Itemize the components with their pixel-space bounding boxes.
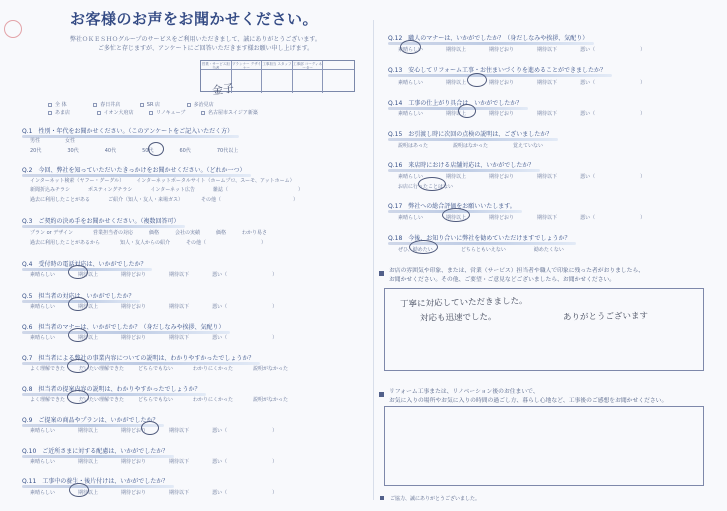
checkbox[interactable]: [149, 111, 153, 115]
q2-options-row-1: インターネット検索（ヤフー・グーグル） インターネットポータルサイト（ホームプロ、スーモ、アットホーム）: [30, 178, 295, 184]
thanks-note: ご協力、誠にありがとうございました。: [390, 496, 481, 502]
q4-rating: 素晴らしい 期待以上 期待どおり 期待以下 悪い（ ）: [30, 272, 278, 278]
question-q11: Q.11 工事中の養生・後片付けは、いかがでしたか？: [22, 478, 169, 485]
question-q10: Q.10 ご近所さまに対する配慮は、いかがでしたか？: [22, 448, 169, 455]
staff-header-2: プランナー デザイナー: [231, 62, 261, 70]
question-q16: Q.16 来店時における店舗対応は、いかがでしたか？: [388, 162, 535, 169]
checkbox[interactable]: [201, 111, 205, 115]
question-q6: Q.6 担当者のマナーは、いかがでしたか？（身だしなみや挨拶、気配り）: [22, 324, 225, 331]
staff-header-3: 工事担当 スタッフ: [262, 61, 293, 70]
selection-circle: [148, 142, 164, 156]
section-marker-icon: [379, 271, 384, 276]
comment-box-2-label-line-1: リフォーム工事または、リノベーション後のお住まいで、: [389, 389, 539, 395]
q12-rating: 素晴らしい 期待以上 期待どおり 期待以下 悪い（ ）: [398, 47, 646, 53]
question-q12: Q.12 職人のマナーは、いかがでしたか？（身だしなみや挨拶、気配り）: [388, 35, 589, 42]
intro-line-2: ご多忙と存じますが、アンケートにご回答いただきます様お願い申し上げます。: [98, 45, 314, 52]
question-q17: Q.17 弊社への総合評価をお願いいたします。: [388, 203, 516, 210]
selection-circle: [68, 265, 88, 279]
q15-options: 説明はあった 説明はなかった 覚えていない: [398, 143, 543, 149]
seal-mark: [4, 20, 22, 38]
checkbox[interactable]: [48, 111, 52, 115]
selection-circle: [442, 208, 470, 222]
q2-options-row-2: 新聞折込みチラシ ポスティングチラシ インターネット広告 雑誌（ ）: [30, 187, 304, 193]
q17-rating: 素晴らしい 期待以上 期待どおり 期待以下 悪い（ ）: [398, 215, 646, 221]
gender-options: 男性 女性: [30, 138, 76, 144]
question-q4: Q.4 受付時の電話対応は、いかがでしたか？: [22, 261, 147, 268]
handwriting-line-2: 対応も迅速でした。: [419, 312, 497, 324]
q18-options: ぜひ、勧めたい どちらともいえない 勧めたくない: [398, 247, 564, 253]
q16-never-visited: お店に行ったことはない: [398, 184, 454, 190]
q7-options: よく理解できた だいたい理解できた どちらでもない わかりにくかった 説明がなかった: [30, 366, 289, 372]
comment-box-2[interactable]: [384, 406, 704, 486]
selection-circle: [458, 104, 476, 118]
handwriting-line-1: 丁寧に対応していただきました。: [399, 296, 528, 310]
q5-rating: 素晴らしい 期待以上 期待どおり 期待以下 悪い（ ）: [30, 304, 278, 310]
page-title: お客様のお声をお聞かせください。: [70, 10, 319, 28]
q8-options: よく理解できた だいたい理解できた どちらでもない わかりにくかった 説明がなかった: [30, 397, 289, 403]
q10-rating: 素晴らしい 期待以上 期待どおり 期待以下 悪い（ ）: [30, 459, 278, 465]
q2-options-row-3: 過去に利用したことがある ご紹介（知人・友人・来場ガス） その他（ ）: [30, 197, 299, 203]
staff-header-4: 工事部 コーディネーター: [293, 62, 323, 70]
q13-rating: 素晴らしい 期待以上 期待どおり 期待以下 悪い（ ）: [398, 80, 646, 86]
selection-circle: [141, 421, 159, 435]
selection-circle: [68, 297, 88, 311]
staff-empty-cell: [323, 70, 354, 93]
q3-options-row-1: プラン or デザイン 営業担当者の対応 価格 会社の実績 価格 わかり易さ: [30, 230, 268, 236]
column-divider: [373, 20, 374, 500]
q11-rating: 素晴らしい 期待以上 期待どおり 期待以下 悪い（ ）: [30, 490, 278, 496]
checkbox[interactable]: [93, 103, 97, 107]
question-q7: Q.7 担当者による弊社の事業内容についての説明は、わかりやすかったでしょうか？: [22, 355, 255, 362]
question-q8: Q.8 担当者の提案内容の説明は、わかりやすかったでしょうか？: [22, 386, 201, 393]
question-q9: Q.9 ご提案の商品やプランは、いかがでしたか？: [22, 417, 159, 424]
staff-empty-cell: [293, 70, 324, 93]
selection-circle: [69, 483, 89, 497]
question-q2: Q.2 今回、弊社を知っていただいたきっかけをお聞かせください。（どれか一つ）: [22, 167, 246, 174]
question-q13: Q.13 安心してリフォーム工事・お住まいづくりを進めることができましたか？: [388, 67, 606, 74]
q14-rating: 素晴らしい 期待以上 期待どおり 期待以下 悪い（ ）: [398, 111, 646, 117]
question-q5: Q.5 担当者の対応は、いかがでしたか？: [22, 293, 135, 300]
staff-header-5: [323, 61, 354, 70]
q9-rating: 素晴らしい 期待以上 期待どおり 期待以下 悪い（ ）: [30, 428, 278, 434]
question-q14: Q.14 工事の仕上がり具合は、いかがでしたか？: [388, 100, 523, 107]
age-options: 20代 30代 40代 50代 60代 70代以上: [30, 148, 239, 154]
q3-options-row-2: 過去に利用したことがあるから 知人・友人からの紹介 その他（ ）: [30, 240, 267, 246]
selection-circle: [67, 359, 89, 373]
selection-circle: [67, 390, 89, 404]
checkbox[interactable]: [187, 103, 191, 107]
selection-circle: [418, 177, 446, 191]
intro-line-1: 弊社ＯＫＥＳＨＯグループのサービスをご利用いただきまして、誠にありがとうございます。: [70, 36, 321, 43]
handwriting-line-3: ありがとうございます: [562, 311, 649, 323]
staff-header-1: 営業・サービス担当者: [201, 62, 230, 70]
source-row-2: あま店 イオン大府店 リノキューブ 名古屋市スイジア新築: [48, 109, 258, 116]
comment-box-1-label-line-1: お店の雰囲気や印象、または、営業（サービス）担当者や職人で印象に残った者がおりましたら、: [389, 268, 645, 274]
comment-box-2-label-line-2: お気に入りの場所やお気に入りの時間の過ごし方、暮らし心地など、工事後のご感想をお聞かせください。: [389, 398, 668, 404]
q16-rating: 素晴らしい 期待以上 期待どおり 期待以下 悪い（ ）: [398, 174, 646, 180]
selection-circle: [68, 328, 88, 342]
selection-circle: [467, 73, 487, 87]
source-row-1: 全 体 春日井店 SR 店 多治見店: [48, 101, 214, 108]
checkbox[interactable]: [97, 111, 101, 115]
question-q15: Q.15 お引渡し時に次回の点検の説明は、ございましたか？: [388, 131, 553, 138]
section-marker-icon: [379, 392, 384, 397]
question-q3: Q.3 ご契約の決め手をお聞かせください。（複数回答可）: [22, 218, 180, 225]
staff-empty-cell: [262, 70, 293, 93]
staff-empty-cell: [232, 70, 263, 93]
section-marker-icon: [380, 496, 384, 500]
staff-signature: 金子: [211, 81, 235, 98]
question-q1: Q.1 性別・年代をお聞かせください。（このアンケートをご記入いただく方）: [22, 128, 234, 135]
comment-box-1-label-line-2: お聞かせください。その他、ご要望・ご意見などございましたら、お聞かせください。: [389, 277, 616, 283]
selection-circle: [409, 240, 438, 254]
q6-rating: 素晴らしい 期待以上 期待どおり 期待以下 悪い（ ）: [30, 335, 278, 341]
checkbox[interactable]: [140, 103, 144, 107]
selection-circle: [400, 40, 421, 54]
question-q18: Q.18 今後、お知り合いに弊社を勧めていただけますでしょうか？: [388, 235, 571, 242]
checkbox[interactable]: [48, 103, 52, 107]
